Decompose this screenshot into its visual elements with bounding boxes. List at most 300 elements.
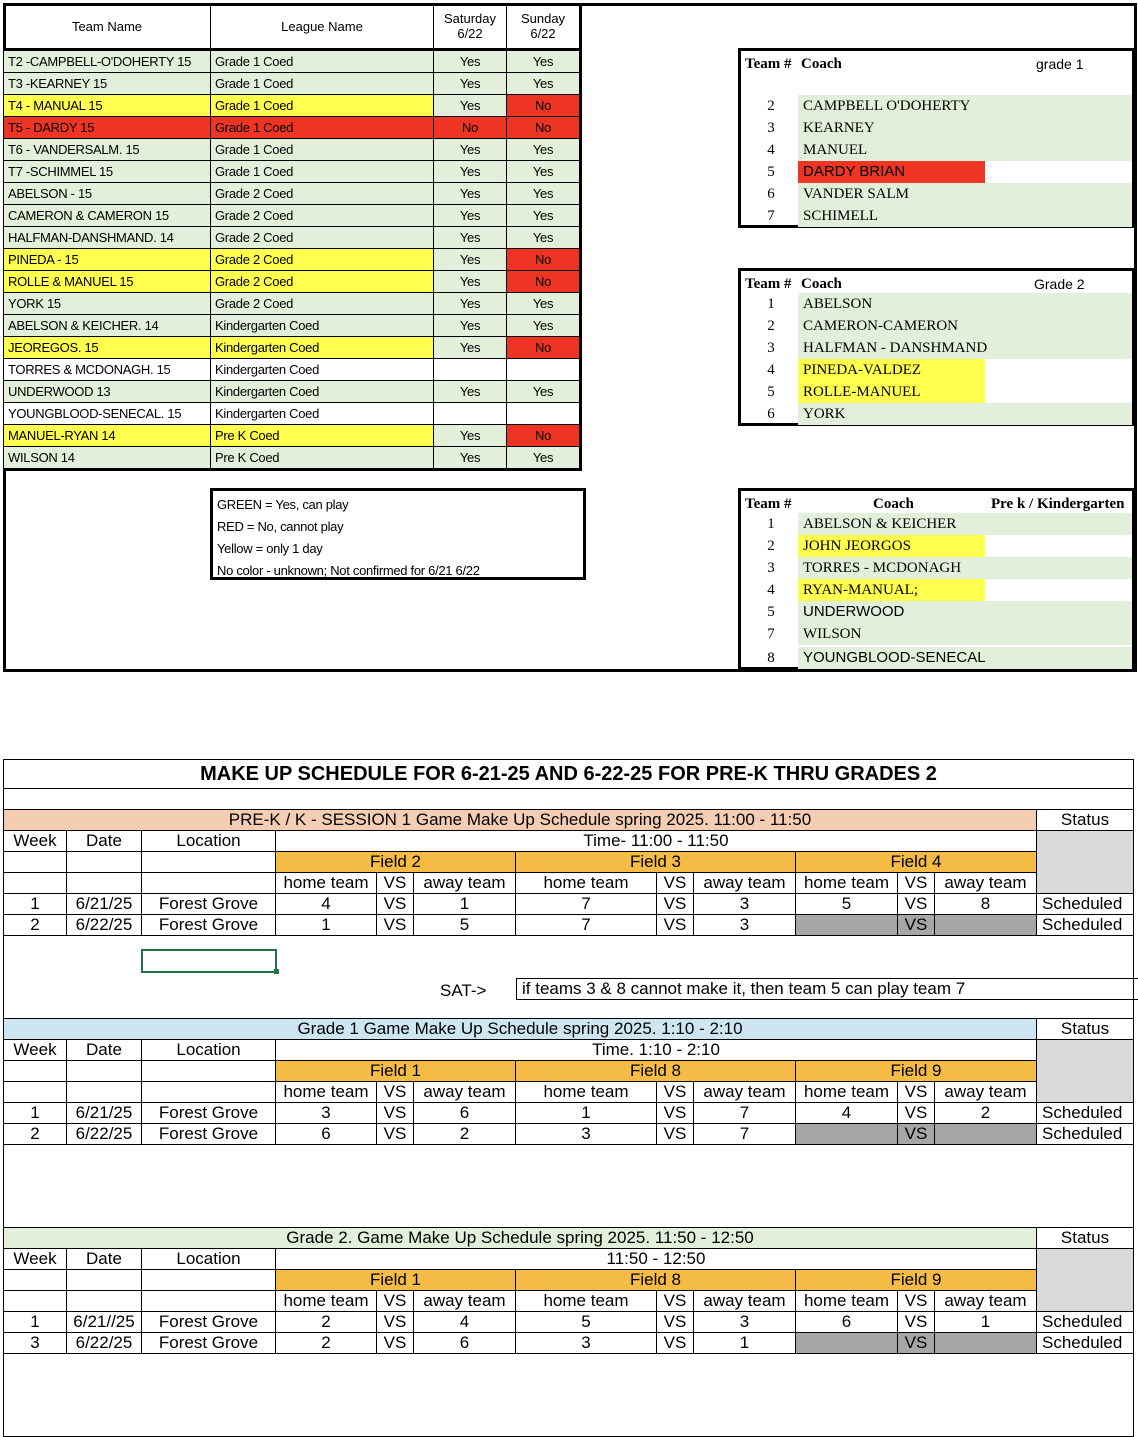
home-team-cell[interactable]: 5 xyxy=(796,894,898,915)
league-name-cell[interactable]: Grade 2 Coed xyxy=(211,227,434,249)
saturday-cell[interactable]: Yes xyxy=(434,447,507,470)
away-team-header[interactable]: away team xyxy=(414,1082,516,1103)
field-header[interactable]: Field 1 xyxy=(276,1061,516,1082)
sunday-cell[interactable]: Yes xyxy=(507,183,581,205)
blank-cell[interactable] xyxy=(4,873,67,894)
makeup-schedule-table xyxy=(3,759,1134,1437)
schedule-title[interactable]: MAKE UP SCHEDULE FOR 6-21-25 AND 6-22-25 FOR PRE-K THRU GRADES 2 xyxy=(4,760,1134,789)
sunday-cell[interactable]: Yes xyxy=(507,205,581,227)
color-legend xyxy=(210,488,586,580)
away-team-cell[interactable]: 3 xyxy=(694,915,796,936)
availability-row xyxy=(4,293,581,315)
away-team-header[interactable]: away team xyxy=(935,1291,1037,1312)
coach-name[interactable]: YOUNGBLOOD-SENECAL xyxy=(798,647,1132,669)
sunday-cell[interactable] xyxy=(507,359,581,381)
home-team-cell[interactable]: 7 xyxy=(516,915,657,936)
time-header[interactable]: Time- 11:00 - 11:50 xyxy=(276,831,1037,852)
team-number: 6 xyxy=(767,406,775,422)
home-team-cell[interactable] xyxy=(796,1124,898,1145)
date-header[interactable]: Date xyxy=(67,1040,142,1061)
team-name-cell[interactable]: T3 -KEARNEY 15 xyxy=(4,73,211,95)
vs-header[interactable]: VS xyxy=(377,873,414,894)
league-name-cell[interactable]: Kindergarten Coed xyxy=(211,315,434,337)
sunday-cell[interactable]: Yes xyxy=(507,381,581,403)
coach-name[interactable]: CAMERON-CAMERON xyxy=(798,315,1132,337)
saturday-cell[interactable]: No xyxy=(434,117,507,139)
coach-name[interactable]: ABELSON xyxy=(798,293,1132,315)
saturday-cell[interactable]: Yes xyxy=(434,139,507,161)
team-name-cell[interactable]: T7 -SCHIMMEL 15 xyxy=(4,161,211,183)
saturday-cell[interactable]: Yes xyxy=(434,183,507,205)
away-team-cell[interactable]: 3 xyxy=(694,1312,796,1333)
coach-name[interactable]: DARDY BRIAN xyxy=(798,161,985,183)
league-name-cell[interactable]: Grade 1 Coed xyxy=(211,117,434,139)
field-header[interactable]: Field 8 xyxy=(516,1270,796,1291)
vs-cell[interactable]: VS xyxy=(377,1103,414,1124)
sunday-cell[interactable]: Yes xyxy=(507,315,581,337)
blank-cell[interactable] xyxy=(4,789,1134,810)
team-name-cell[interactable]: ABELSON - 15 xyxy=(4,183,211,205)
away-team-cell[interactable]: 4 xyxy=(414,1312,516,1333)
league-name-cell[interactable]: Grade 1 Coed xyxy=(211,161,434,183)
home-team-header[interactable]: home team xyxy=(516,1291,657,1312)
blank-cell[interactable] xyxy=(142,1061,276,1082)
blank-cell[interactable] xyxy=(4,1270,67,1291)
team-label-row xyxy=(4,1291,1134,1312)
team-name-cell[interactable]: TORRES & MCDONAGH. 15 xyxy=(4,359,211,381)
time-header[interactable]: 11:50 - 12:50 xyxy=(276,1249,1037,1270)
field-header[interactable]: Field 2 xyxy=(276,852,516,873)
vs-header[interactable]: VS xyxy=(657,873,694,894)
home-team-header[interactable]: home team xyxy=(796,1082,898,1103)
status-header[interactable]: Status xyxy=(1037,1019,1134,1040)
availability-row xyxy=(4,139,581,161)
blank-cell[interactable] xyxy=(4,1061,67,1082)
location-cell[interactable]: Forest Grove xyxy=(142,1103,276,1124)
blank-cell[interactable] xyxy=(4,852,67,873)
team-number: 4 xyxy=(767,362,775,378)
spacer-cell[interactable] xyxy=(4,1145,1134,1228)
team-name-cell[interactable]: PINEDA - 15 xyxy=(4,249,211,271)
saturday-cell[interactable] xyxy=(434,403,507,425)
coach-name[interactable]: KEARNEY xyxy=(798,117,1132,139)
away-team-cell[interactable]: 2 xyxy=(414,1124,516,1145)
league-name-cell[interactable]: Kindergarten Coed xyxy=(211,381,434,403)
vs-cell[interactable]: VS xyxy=(657,1103,694,1124)
status-filler[interactable] xyxy=(1037,1040,1134,1103)
home-team-cell[interactable]: 3 xyxy=(276,1103,377,1124)
away-team-cell[interactable]: 1 xyxy=(414,894,516,915)
sunday-cell[interactable]: No xyxy=(507,249,581,271)
blank-cell[interactable] xyxy=(4,1082,67,1103)
away-team-header[interactable]: away team xyxy=(935,873,1037,894)
sunday-cell[interactable]: Yes xyxy=(507,139,581,161)
grade2-coach-row xyxy=(741,315,1132,337)
location-header[interactable]: Location xyxy=(142,1249,276,1270)
saturday-cell[interactable]: Yes xyxy=(434,161,507,183)
date-cell[interactable]: 6/22/25 xyxy=(67,915,142,936)
location-cell[interactable]: Forest Grove xyxy=(142,1312,276,1333)
coach-name[interactable]: ABELSON & KEICHER xyxy=(798,513,1132,535)
coach-name[interactable]: ROLLE-MANUEL xyxy=(798,381,985,403)
status-cell[interactable]: Scheduled xyxy=(1037,894,1134,915)
saturday-cell[interactable]: Yes xyxy=(434,381,507,403)
blank-cell[interactable] xyxy=(142,1082,276,1103)
team-name-cell[interactable]: UNDERWOOD 13 xyxy=(4,381,211,403)
team-name-cell[interactable]: YOUNGBLOOD-SENECAL. 15 xyxy=(4,403,211,425)
vs-header[interactable]: VS xyxy=(377,1291,414,1312)
league-name-cell[interactable]: Kindergarten Coed xyxy=(211,337,434,359)
blank-cell[interactable] xyxy=(67,1061,142,1082)
section-title[interactable]: Grade 2. Game Make Up Schedule spring 2025. 11:50 - 12:50 xyxy=(4,1228,1037,1249)
location-cell[interactable]: Forest Grove xyxy=(142,1333,276,1354)
field-header[interactable]: Field 9 xyxy=(796,1061,1037,1082)
location-header[interactable]: Location xyxy=(142,1040,276,1061)
section-title[interactable]: PRE-K / K - SESSION 1 Game Make Up Schedule spring 2025. 11:00 - 11:50 xyxy=(4,810,1037,831)
vs-cell[interactable]: VS xyxy=(377,1312,414,1333)
league-name-cell[interactable]: Grade 2 Coed xyxy=(211,249,434,271)
saturday-cell[interactable]: Yes xyxy=(434,95,507,117)
sunday-cell[interactable]: No xyxy=(507,337,581,359)
status-cell[interactable]: Scheduled xyxy=(1037,1312,1134,1333)
selected-cell-highlight[interactable] xyxy=(141,949,277,973)
legend-yellow: Yellow = only 1 day xyxy=(217,541,323,556)
home-team-cell[interactable]: 2 xyxy=(276,1312,377,1333)
sunday-cell[interactable]: Yes xyxy=(507,73,581,95)
away-team-cell[interactable]: 7 xyxy=(694,1103,796,1124)
home-team-cell[interactable]: 1 xyxy=(276,915,377,936)
away-team-header[interactable]: away team xyxy=(694,1291,796,1312)
team-name-cell[interactable]: MANUEL-RYAN 14 xyxy=(4,425,211,447)
vs-cell[interactable]: VS xyxy=(657,915,694,936)
away-team-cell[interactable]: 5 xyxy=(414,915,516,936)
date-header[interactable]: Date xyxy=(67,1249,142,1270)
grade1-coach-header: Coach xyxy=(801,56,842,72)
league-name-cell[interactable]: Grade 1 Coed xyxy=(211,73,434,95)
away-team-cell[interactable]: 3 xyxy=(694,894,796,915)
sunday-cell[interactable]: Yes xyxy=(507,161,581,183)
date-header[interactable]: Date xyxy=(67,831,142,852)
blank-cell[interactable] xyxy=(67,873,142,894)
week-cell[interactable]: 1 xyxy=(4,1312,67,1333)
away-team-header[interactable]: away team xyxy=(414,873,516,894)
home-team-cell[interactable]: 2 xyxy=(276,1333,377,1354)
saturday-cell[interactable]: Yes xyxy=(434,271,507,293)
league-name-cell[interactable]: Kindergarten Coed xyxy=(211,403,434,425)
grade1-grade-label: grade 1 xyxy=(1036,56,1084,72)
sat-note[interactable]: if teams 3 & 8 cannot make it, then team 5 can play team 7 xyxy=(516,978,1138,1000)
availability-row xyxy=(4,205,581,227)
coach-name[interactable]: VANDER SALM xyxy=(798,183,1132,205)
away-team-cell[interactable]: 7 xyxy=(694,1124,796,1145)
field-header[interactable]: Field 1 xyxy=(276,1270,516,1291)
league-name-header[interactable]: League Name xyxy=(211,4,434,50)
league-name-cell[interactable]: Pre K Coed xyxy=(211,447,434,470)
status-cell[interactable]: Scheduled xyxy=(1037,1124,1134,1145)
away-team-cell[interactable]: 6 xyxy=(414,1333,516,1354)
section-title[interactable]: Grade 1 Game Make Up Schedule spring 2025. 1:10 - 2:10 xyxy=(4,1019,1037,1040)
date-cell[interactable]: 6/21/25 xyxy=(67,894,142,915)
home-team-header[interactable]: home team xyxy=(276,1291,377,1312)
status-cell[interactable]: Scheduled xyxy=(1037,1333,1134,1354)
home-team-header[interactable]: home team xyxy=(516,1082,657,1103)
availability-row xyxy=(4,447,581,470)
blank-cell[interactable] xyxy=(142,873,276,894)
league-name-cell[interactable]: Grade 2 Coed xyxy=(211,205,434,227)
home-team-cell[interactable] xyxy=(796,1333,898,1354)
home-team-cell[interactable] xyxy=(796,915,898,936)
vs-cell[interactable]: VS xyxy=(898,1103,935,1124)
date-cell[interactable]: 6/22/25 xyxy=(67,1333,142,1354)
away-team-header[interactable]: away team xyxy=(414,1291,516,1312)
vs-cell[interactable]: VS xyxy=(377,915,414,936)
league-name-cell[interactable]: Grade 2 Coed xyxy=(211,271,434,293)
prek-coach-row xyxy=(741,513,1132,535)
home-team-cell[interactable]: 5 xyxy=(516,1312,657,1333)
team-name-cell[interactable]: ROLLE & MANUEL 15 xyxy=(4,271,211,293)
team-name-cell[interactable]: T6 - VANDERSALM. 15 xyxy=(4,139,211,161)
team-number: 8 xyxy=(767,650,775,666)
vs-header[interactable]: VS xyxy=(657,1291,694,1312)
location-header[interactable]: Location xyxy=(142,831,276,852)
blank-cell[interactable] xyxy=(67,1270,142,1291)
vs-cell[interactable]: VS xyxy=(377,1333,414,1354)
home-team-header[interactable]: home team xyxy=(796,1291,898,1312)
sunday-cell[interactable]: No xyxy=(507,271,581,293)
away-team-cell[interactable]: 1 xyxy=(935,1312,1037,1333)
blank-cell[interactable] xyxy=(67,1082,142,1103)
availability-row xyxy=(4,381,581,403)
location-cell[interactable]: Forest Grove xyxy=(142,1124,276,1145)
grade2-coach-row xyxy=(741,293,1132,315)
vs-cell[interactable]: VS xyxy=(377,894,414,915)
league-name-cell[interactable]: Grade 1 Coed xyxy=(211,95,434,117)
away-team-cell[interactable] xyxy=(935,915,1037,936)
prek-team-header: Team # xyxy=(745,496,792,512)
prek-grade-label: Pre k / Kindergarten xyxy=(991,496,1125,512)
team-name-cell[interactable]: YORK 15 xyxy=(4,293,211,315)
team-name-cell[interactable]: ABELSON & KEICHER. 14 xyxy=(4,315,211,337)
away-team-cell[interactable] xyxy=(935,1333,1037,1354)
coach-name[interactable]: MANUEL xyxy=(798,139,1132,161)
coach-name[interactable]: PINEDA-VALDEZ xyxy=(798,359,985,381)
date-cell[interactable]: 6/22/25 xyxy=(67,1124,142,1145)
sunday-cell[interactable]: Yes xyxy=(507,50,581,73)
saturday-cell[interactable]: Yes xyxy=(434,50,507,73)
vs-cell[interactable]: VS xyxy=(657,1333,694,1354)
field-header[interactable]: Field 4 xyxy=(796,852,1037,873)
coach-name[interactable]: RYAN-MANUAL; xyxy=(798,579,985,601)
league-name-cell[interactable]: Grade 1 Coed xyxy=(211,139,434,161)
date-cell[interactable]: 6/21//25 xyxy=(67,1312,142,1333)
league-name-cell[interactable]: Grade 1 Coed xyxy=(211,50,434,73)
availability-row xyxy=(4,337,581,359)
saturday-cell[interactable]: Yes xyxy=(434,425,507,447)
week-cell[interactable]: 2 xyxy=(4,1124,67,1145)
status-filler[interactable] xyxy=(1037,831,1134,894)
week-cell[interactable]: 1 xyxy=(4,894,67,915)
home-team-cell[interactable]: 7 xyxy=(516,894,657,915)
status-cell[interactable]: Scheduled xyxy=(1037,1103,1134,1124)
week-header[interactable]: Week xyxy=(4,831,67,852)
saturday-cell[interactable]: Yes xyxy=(434,205,507,227)
team-number: 4 xyxy=(767,582,775,598)
vs-cell[interactable]: VS xyxy=(657,1124,694,1145)
grade1-coach-box xyxy=(738,48,1135,228)
home-team-cell[interactable]: 6 xyxy=(276,1124,377,1145)
availability-row xyxy=(4,227,581,249)
sunday-header[interactable]: Sunday 6/22 xyxy=(507,4,581,50)
team-name-header[interactable]: Team Name xyxy=(4,4,211,50)
coach-name[interactable]: YORK xyxy=(798,403,1132,425)
team-name-cell[interactable]: JEOREGOS. 15 xyxy=(4,337,211,359)
saturday-cell[interactable]: Yes xyxy=(434,73,507,95)
vs-cell[interactable]: VS xyxy=(898,1333,935,1354)
sunday-cell[interactable]: No xyxy=(507,425,581,447)
saturday-cell[interactable]: Yes xyxy=(434,227,507,249)
grade2-coach-row xyxy=(741,337,1132,359)
vs-header[interactable]: VS xyxy=(898,873,935,894)
status-header[interactable]: Status xyxy=(1037,810,1134,831)
vs-cell[interactable]: VS xyxy=(898,1312,935,1333)
time-header[interactable]: Time. 1:10 - 2:10 xyxy=(276,1040,1037,1061)
blank-cell[interactable] xyxy=(4,1291,67,1312)
vs-header[interactable]: VS xyxy=(657,1082,694,1103)
league-name-cell[interactable]: Pre K Coed xyxy=(211,425,434,447)
vs-cell[interactable]: VS xyxy=(657,894,694,915)
team-name-cell[interactable]: HALFMAN-DANSHMAND. 14 xyxy=(4,227,211,249)
home-team-cell[interactable]: 4 xyxy=(276,894,377,915)
saturday-cell[interactable]: Yes xyxy=(434,315,507,337)
home-team-cell[interactable]: 3 xyxy=(516,1333,657,1354)
field-header[interactable]: Field 8 xyxy=(516,1061,796,1082)
location-cell[interactable]: Forest Grove xyxy=(142,915,276,936)
grade1-coach-row xyxy=(741,205,1132,227)
away-team-cell[interactable] xyxy=(935,1124,1037,1145)
schedule-title-row xyxy=(4,760,1134,789)
away-team-cell[interactable]: 1 xyxy=(694,1333,796,1354)
status-cell[interactable]: Scheduled xyxy=(1037,915,1134,936)
away-team-cell[interactable]: 8 xyxy=(935,894,1037,915)
vs-cell[interactable]: VS xyxy=(898,1124,935,1145)
team-name-cell[interactable]: WILSON 14 xyxy=(4,447,211,470)
saturday-cell[interactable] xyxy=(434,359,507,381)
location-cell[interactable]: Forest Grove xyxy=(142,894,276,915)
vs-cell[interactable]: VS xyxy=(898,915,935,936)
home-team-header[interactable]: home team xyxy=(276,873,377,894)
availability-row xyxy=(4,50,581,73)
schedule-blank-row xyxy=(4,789,1134,810)
field-header[interactable]: Field 9 xyxy=(796,1270,1037,1291)
coach-name[interactable]: TORRES - MCDONAGH xyxy=(798,557,1132,579)
blank-cell[interactable] xyxy=(67,1291,142,1312)
blank-cell[interactable] xyxy=(142,1270,276,1291)
team-name-cell[interactable]: T2 -CAMPBELL-O'DOHERTY 15 xyxy=(4,50,211,73)
grade1-coach-row xyxy=(741,183,1132,205)
sunday-cell[interactable]: No xyxy=(507,117,581,139)
away-team-cell[interactable]: 2 xyxy=(935,1103,1037,1124)
field-header[interactable]: Field 3 xyxy=(516,852,796,873)
coach-name[interactable]: JOHN JEORGOS xyxy=(798,535,985,557)
field-row xyxy=(4,1270,1134,1291)
away-team-header[interactable]: away team xyxy=(694,1082,796,1103)
saturday-cell[interactable]: Yes xyxy=(434,249,507,271)
blank-cell[interactable] xyxy=(67,852,142,873)
spacer-cell[interactable] xyxy=(4,1354,1134,1437)
team-name-cell[interactable]: CAMERON & CAMERON 15 xyxy=(4,205,211,227)
team-name-cell[interactable]: T5 - DARDY 15 xyxy=(4,117,211,139)
blank-cell[interactable] xyxy=(142,852,276,873)
home-team-header[interactable]: home team xyxy=(516,873,657,894)
fill-handle[interactable] xyxy=(274,969,279,974)
saturday-cell[interactable]: Yes xyxy=(434,337,507,359)
sunday-cell[interactable]: No xyxy=(507,95,581,117)
vs-header[interactable]: VS xyxy=(898,1082,935,1103)
availability-header-row xyxy=(4,4,581,50)
home-team-cell[interactable]: 3 xyxy=(516,1124,657,1145)
team-number: 4 xyxy=(767,142,775,158)
sunday-cell[interactable] xyxy=(507,403,581,425)
week-cell[interactable]: 1 xyxy=(4,1103,67,1124)
away-team-header[interactable]: away team xyxy=(694,873,796,894)
away-team-cell[interactable]: 6 xyxy=(414,1103,516,1124)
home-team-header[interactable]: home team xyxy=(276,1082,377,1103)
coach-name[interactable]: WILSON xyxy=(798,623,1132,645)
coach-name[interactable]: SCHIMELL xyxy=(798,205,1132,227)
blank-cell[interactable] xyxy=(142,1291,276,1312)
week-cell[interactable]: 2 xyxy=(4,915,67,936)
game-row xyxy=(4,1333,1134,1354)
away-team-header[interactable]: away team xyxy=(935,1082,1037,1103)
league-name-cell[interactable]: Grade 2 Coed xyxy=(211,293,434,315)
status-header[interactable]: Status xyxy=(1037,1228,1134,1249)
sunday-cell[interactable]: Yes xyxy=(507,293,581,315)
date-cell[interactable]: 6/21/25 xyxy=(67,1103,142,1124)
coach-name[interactable]: CAMPBELL O'DOHERTY xyxy=(798,95,1132,117)
week-header[interactable]: Week xyxy=(4,1040,67,1061)
prek-coach-row xyxy=(741,623,1132,645)
grade1-coach-row xyxy=(741,139,1132,161)
prek-coach-header: Coach xyxy=(873,496,914,512)
spacer-cell[interactable] xyxy=(4,936,1134,1019)
week-header[interactable]: Week xyxy=(4,1249,67,1270)
home-team-cell[interactable]: 6 xyxy=(796,1312,898,1333)
team-number: 2 xyxy=(767,98,775,114)
league-name-cell[interactable]: Kindergarten Coed xyxy=(211,359,434,381)
saturday-header[interactable]: Saturday 6/22 xyxy=(434,4,507,50)
availability-row xyxy=(4,249,581,271)
sunday-cell[interactable]: Yes xyxy=(507,227,581,249)
vs-header[interactable]: VS xyxy=(377,1082,414,1103)
week-cell[interactable]: 3 xyxy=(4,1333,67,1354)
field-row xyxy=(4,1061,1134,1082)
vs-cell[interactable]: VS xyxy=(657,1312,694,1333)
coach-name[interactable]: HALFMAN - DANSHMAND xyxy=(798,337,1132,359)
grade1-coach-row xyxy=(741,161,1132,183)
vs-header[interactable]: VS xyxy=(898,1291,935,1312)
team-name-cell[interactable]: T4 - MANUAL 15 xyxy=(4,95,211,117)
status-filler[interactable] xyxy=(1037,1249,1134,1312)
vs-cell[interactable]: VS xyxy=(898,894,935,915)
sunday-cell[interactable]: Yes xyxy=(507,447,581,470)
league-name-cell[interactable]: Grade 2 Coed xyxy=(211,183,434,205)
vs-cell[interactable]: VS xyxy=(377,1124,414,1145)
home-team-header[interactable]: home team xyxy=(796,873,898,894)
saturday-cell[interactable]: Yes xyxy=(434,293,507,315)
coach-name[interactable]: UNDERWOOD xyxy=(798,601,1132,623)
home-team-cell[interactable]: 4 xyxy=(796,1103,898,1124)
home-team-cell[interactable]: 1 xyxy=(516,1103,657,1124)
